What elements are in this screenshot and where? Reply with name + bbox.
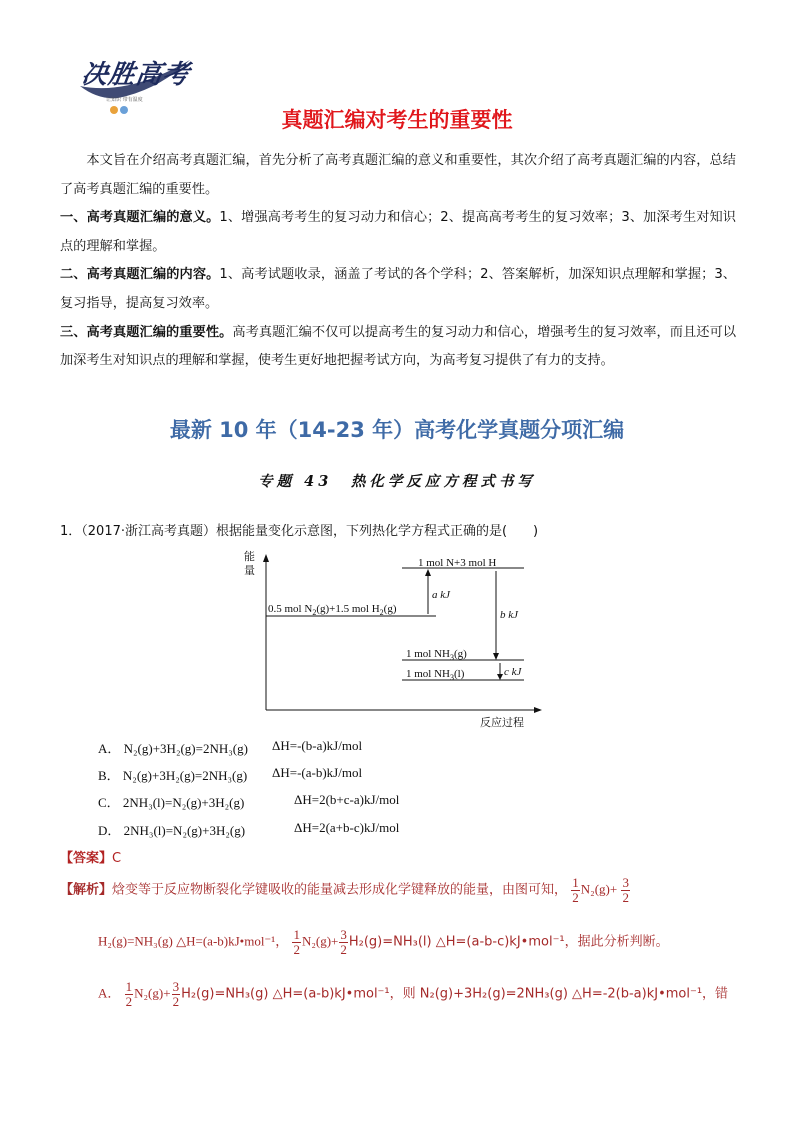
- option-a-enthalpy: ΔH=-(b-a)kJ/mol: [272, 738, 363, 753]
- content-paragraph: [60, 261, 736, 318]
- option-d-equation: 2NH₃(l)=N₂(g)+3H₂(g): [123, 823, 246, 838]
- answer-value: C: [112, 851, 122, 866]
- analysis-line-1: [60, 876, 631, 905]
- meaning-paragraph: [60, 204, 736, 261]
- topic-heading: 专题 43 热化学反应方程式书写: [258, 473, 536, 490]
- analysis-line-3: [98, 980, 728, 1009]
- x-axis-label: 反应过程: [480, 716, 524, 728]
- importance-heading: 三、高考真题汇编的重要性。: [60, 324, 233, 340]
- question-stem: 1．（2017·浙江高考真题）根据能量变化示意图，下列热化学方程式正确的是( ): [60, 524, 539, 539]
- y-axis-label-1: 能: [244, 550, 255, 563]
- y-axis-arrow-icon: [263, 554, 269, 562]
- analysis-text-2a: H₂(g)=NH₃(g) △H=(a-b)kJ•mol⁻¹，: [98, 933, 289, 949]
- option-c-letter: C．: [98, 795, 120, 810]
- arrow-c-head-icon: [497, 674, 503, 680]
- meaning-body: 1、增强高考考生的复习动力和信心；2、提高高考考生的复习效率；3、加深考生对知识点的理解和掌握。: [60, 210, 736, 254]
- fraction-three-halves: $\frac{3}{2}$: [340, 927, 347, 957]
- fraction-half: $\frac{1}{2}$: [293, 927, 300, 957]
- x-axis-arrow-icon: [534, 707, 542, 713]
- option-b-enthalpy: ΔH=-(a-b)kJ/mol: [272, 765, 363, 780]
- option-a-letter: A．: [98, 741, 121, 756]
- analysis-text-3c: H₂(g)=NH₃(g) △H=(a-b)kJ•mol⁻¹，则 N₂(g)+3H₂(g)=2NH₃(g) △H=-2(b-a)kJ•mol⁻¹，错: [181, 986, 729, 1002]
- arrow-b-label: b kJ: [500, 609, 519, 621]
- fraction-half: $\frac{1}{2}$: [125, 979, 133, 1009]
- analysis-text-1-tail: N₂(g)+: [580, 881, 618, 897]
- fraction-three-halves: $\frac{3}{2}$: [172, 979, 180, 1009]
- meaning-heading: 一、高考真题汇编的意义。: [60, 210, 220, 226]
- option-a-equation: N₂(g)+3H₂(g)=2NH₃(g): [123, 741, 248, 756]
- collection-subtitle: 最新 10 年（14-23 年）高考化学真题分项汇编: [169, 418, 625, 442]
- analysis-text-1: 焓变等于反应物断裂化学键吸收的能量减去形成化学键释放的能量，由图可知，: [112, 882, 568, 898]
- analysis-text-2b: N₂(g)+: [301, 933, 339, 949]
- option-b-equation: N₂(g)+3H₂(g)=2NH₃(g): [122, 768, 248, 783]
- content-body: 1、高考试题收录，涵盖了考试的各个学科；2、答案解析，加深知识点理解和掌握；3、复习指导，提高复习效率。: [60, 267, 736, 311]
- intro-section: [60, 147, 736, 376]
- logo-subtext: 让知识 带有温度: [106, 97, 143, 103]
- answer-label: 【答案】: [60, 851, 113, 866]
- intro-paragraph: 本文旨在介绍高考真题汇编，首先分析了高考真题汇编的意义和重要性，其次介绍了高考真题汇编的内容，总结了高考真题汇编的重要性。: [60, 153, 736, 197]
- y-axis-label-2: 量: [244, 564, 255, 577]
- answer-line: [60, 847, 121, 866]
- analysis-text-3b: N₂(g)+: [134, 985, 171, 1001]
- option-b-letter: B．: [98, 768, 120, 783]
- level-reactants-label: 0.5 mol $N_2(g)+1.5$ mol $H_2(g)$: [268, 603, 397, 617]
- option-c-equation: 2NH₃(l)=N₂(g)+3H₂(g): [122, 795, 245, 810]
- level-nh3-liquid-label: 1 mol $NH_3(l)$: [406, 668, 465, 682]
- arrow-a-head-icon: [425, 569, 431, 576]
- option-c-enthalpy: ΔH=2(b+c-a)kJ/mol: [294, 792, 400, 807]
- arrow-a-label: a kJ: [432, 589, 451, 601]
- option-c: [98, 792, 400, 811]
- analysis-text-2c: H₂(g)=NH₃(l) △H=(a-b-c)kJ•mol⁻¹，据此分析判断。: [348, 934, 669, 950]
- importance-paragraph: [60, 319, 736, 376]
- energy-level-diagram: [244, 548, 544, 728]
- analysis-line-2: [98, 928, 669, 957]
- analysis-text-3a: A．: [98, 985, 121, 1001]
- arrow-b-head-icon: [493, 653, 499, 660]
- fraction-three-halves: $\frac{3}{2}$: [622, 875, 629, 905]
- content-heading: 二、高考真题汇编的内容。: [60, 267, 220, 283]
- page-title: 真题汇编对考生的重要性: [281, 108, 513, 132]
- importance-body: 高考真题汇编不仅可以提高考生的复习动力和信心，增强考生的复习效率，而且还可以加深考生对知识点的理解和掌握，使考生更好地把握考试方向，为高考复习提供了有力的支持。: [60, 324, 737, 369]
- arrow-c-label: c kJ: [504, 666, 522, 678]
- option-d-enthalpy: ΔH=2(a+b-c)kJ/mol: [294, 820, 400, 835]
- option-a: [98, 738, 363, 757]
- fraction-half: $\frac{1}{2}$: [572, 875, 579, 905]
- option-d: [98, 820, 400, 839]
- level-atoms-label: 1 mol N+3 mol H: [418, 557, 497, 569]
- option-d-letter: D．: [98, 823, 121, 838]
- logo-text: 决胜高考: [79, 60, 192, 90]
- analysis-label: 【解析】: [60, 882, 113, 898]
- level-nh3-gas-label: 1 mol $NH_3(g)$: [406, 648, 467, 662]
- option-b: [98, 765, 363, 784]
